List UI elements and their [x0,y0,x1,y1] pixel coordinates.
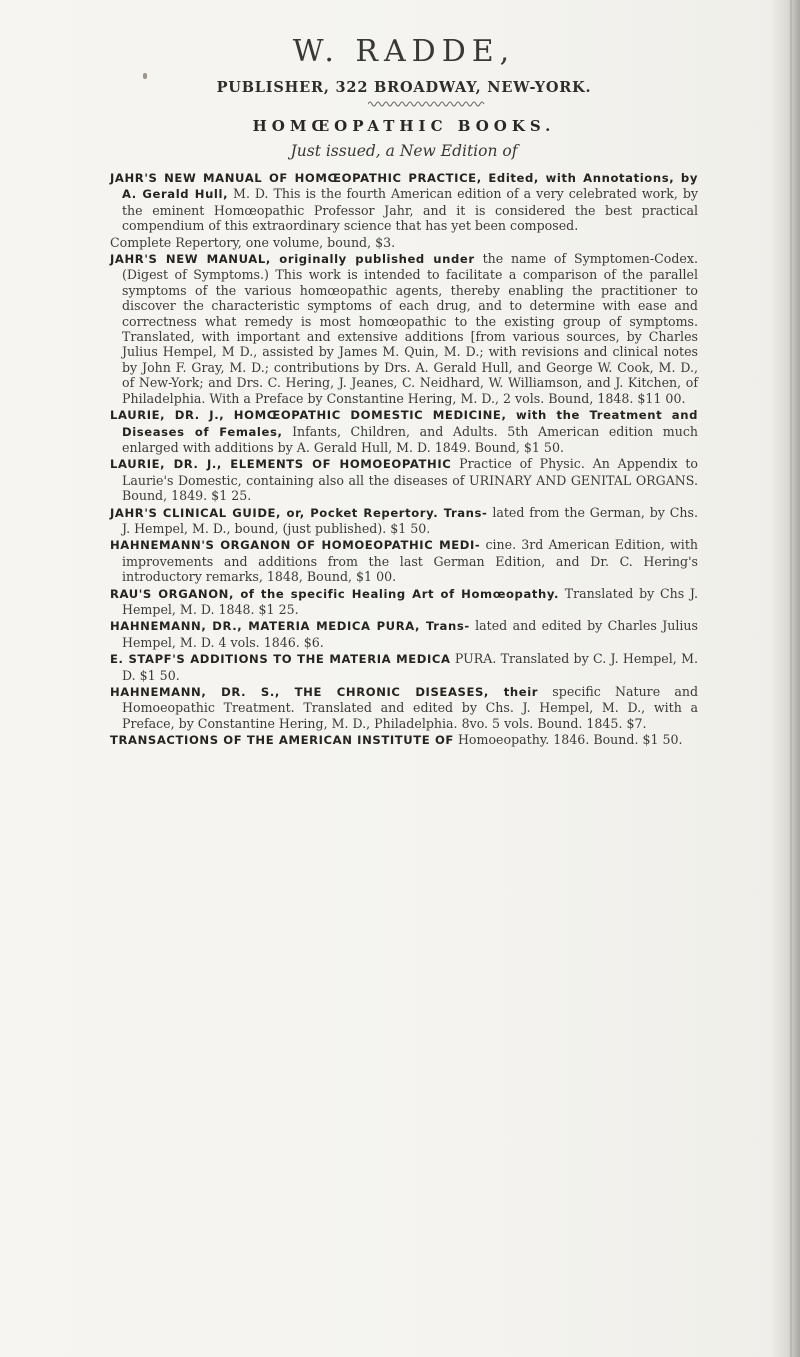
book-title: HAHNEMANN, DR. S., THE CHRONIC DISEASES, their [110,685,539,699]
page-edge-rule [790,0,792,1357]
book-title: JAHR'S NEW MANUAL OF HOMŒOPATHIC PRACTICE, Edited, with Annotations, by A. Gerald Hull, [110,171,698,202]
book-description: Homoeopathy. 1846. Bound. $1 50. [457,732,683,748]
section-heading: HOMŒOPATHIC BOOKS. [252,117,556,135]
book-entry [110,170,698,234]
book-entry [110,618,698,650]
book-entry [110,651,698,683]
book-entry [110,537,698,584]
book-description: Infants, Children, and Adults. 5th American edition much enlarged with additions by A. Gerald Hull, M. D. 1849. Bound, $1 50. [122,423,698,455]
book-description: PURA. Translated by C. J. Hempel, M. D. $1 50. [122,651,698,683]
book-entry [110,456,698,503]
book-description: the name of Symptomen-Codex. (Digest of Symptoms.) This work is intended to facilitate a comparison of the parallel symptoms of the various homœopathic agents, thereby enabling the practitioner to discover the characteristic symptoms of each drug, and to determine with ease and correctness what remedy is most homœopathic to the existing group of symptoms. Translated, with important and extensive additions [from various sources, by Charles Julius Hempel, M D., assisted by James M. Quin, M. D.; with revisions and clinical notes by John F. Gray, M. D.; contributions by Drs. A. Gerald Hull, and George W. Cook, M. D., of New-York; and Drs. C. Hering, J. Jeanes, C. Neidhard, W. Williamson, and J. Kitchen, of Philadelphia. With a Preface by Constantine Hering, M. D., 2 vols. Bound, 1848. $11 00. [122,251,698,406]
book-title: LAURIE, DR. J., ELEMENTS OF HOMOEOPATHIC [110,457,452,472]
page-edge-shadow [770,0,800,1357]
book-entry [110,586,698,618]
repertory-note: Complete Repertory, one volume, bound, $3. [110,234,396,250]
book-description: lated from the German, by Chs. J. Hempel, M. D., bound, (just published). $1 50. [122,504,698,536]
book-title: JAHR'S CLINICAL GUIDE, or, Pocket Repertory. Trans- [110,505,488,520]
wavy-divider [368,100,486,108]
book-description: Practice of Physic. An Appendix to Laurie's Domestic, containing also all the diseases of URINARY AND GENITAL ORGANS. Bound, 1849. $1 25. [122,456,698,504]
book-listings [110,170,698,750]
edition-subheading: Just issued, a New Edition of [290,142,518,160]
book-note [110,235,698,250]
book-title: JAHR'S NEW MANUAL, originally published under [110,252,475,267]
book-title: LAURIE, DR. J., HOMŒOPATHIC DOMESTIC MEDICINE, with the Treatment and Diseases of Females, [110,408,698,439]
book-description: M. D. This is the fourth American edition of a very celebrated work, by the eminent Homœopathic Professor Jahr, and it is considered the best practical compendium of this extraordinary science that has yet been composed. [122,186,698,234]
publisher-name: W. RADDE, [292,34,516,69]
book-title: RAU'S ORGANON, of the specific Healing Art of Homœopathy. [110,586,559,601]
book-description: Translated by Chs J. Hempel, M. D. 1848. $1 25. [122,585,698,617]
book-title: E. STAPF'S ADDITIONS TO THE MATERIA MEDICA [110,652,451,667]
book-entry [110,407,698,455]
book-entry [110,684,698,731]
book-entry [110,251,698,406]
book-title: HAHNEMANN'S ORGANON OF HOMOEOPATHIC MEDI- [110,538,481,553]
book-entry [110,732,698,748]
book-title: HAHNEMANN, DR., MATERIA MEDICA PURA, Trans- [110,619,470,634]
book-description: cine. 3rd American Edition, with improvements and additions from the last German Edition, and Dr. C. Hering's introductory remarks, 1848, Bound, $1 00. [122,537,698,585]
book-description: lated and edited by Charles Julius Hempel, M. D. 4 vols. 1846. $6. [122,618,698,650]
book-description: specific Nature and Homoeopathic Treatment. Translated and edited by Chs. J. Hempel, M. D., with a Preface, by Constantine Hering, M. D., Philadelphia. 8vo. 5 vols. Bound. 1845. $7. [122,684,699,731]
publisher-address: PUBLISHER, 322 BROADWAY, NEW-YORK. [216,79,592,96]
book-entry [110,505,698,537]
book-title: TRANSACTIONS OF THE AMERICAN INSTITUTE OF [110,733,454,748]
